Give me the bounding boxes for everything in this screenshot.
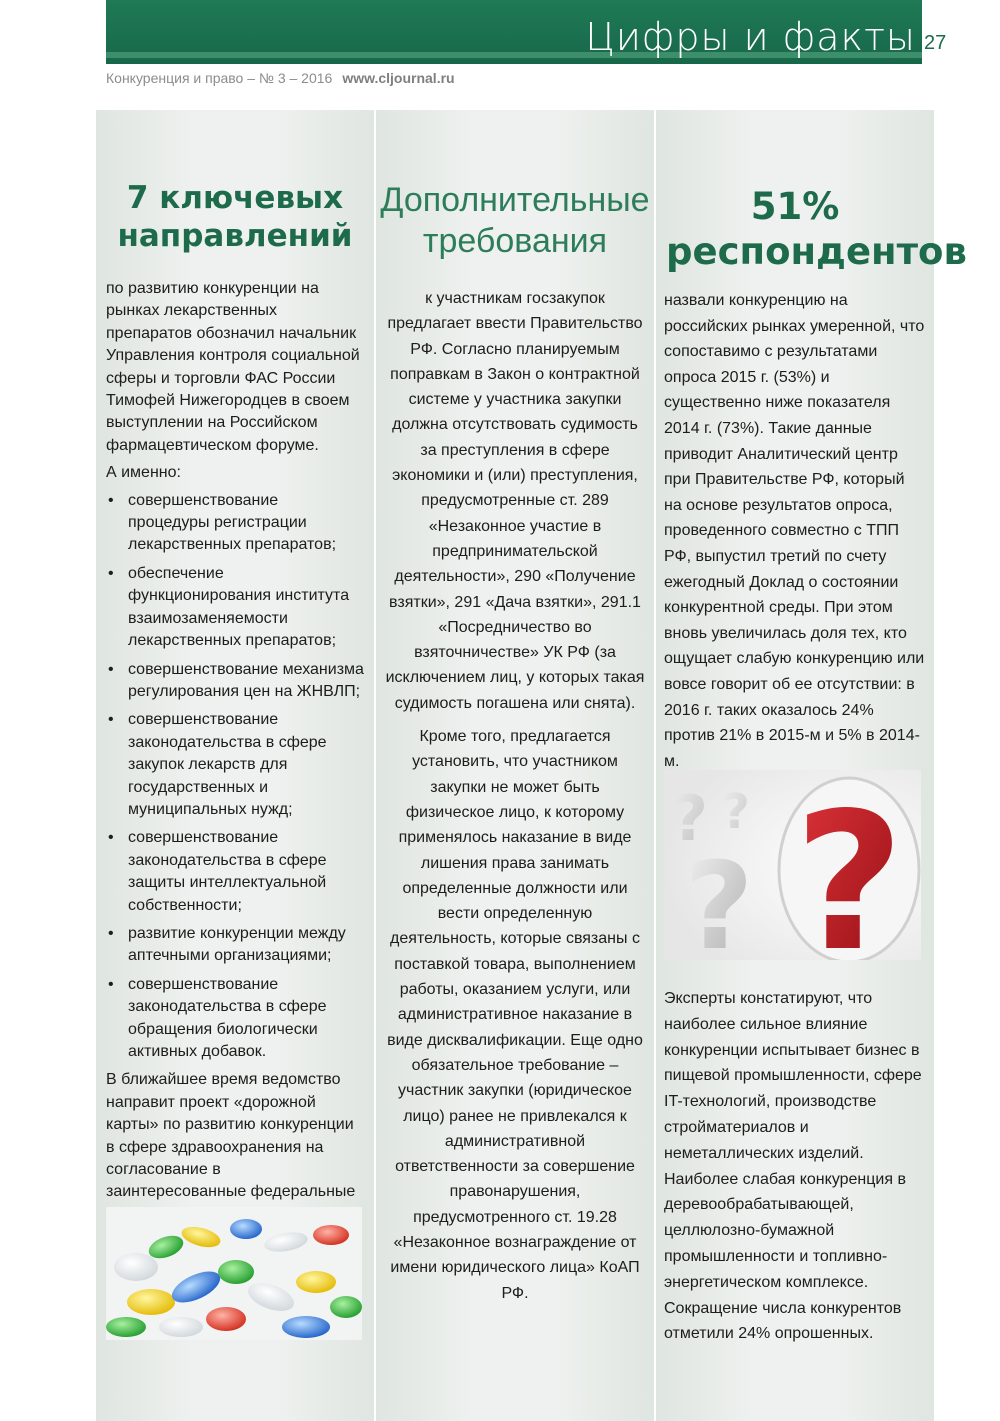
- column-2-paragraph-1: к участникам госзакупок предлагает ввести Правительство РФ. Согласно планируемым поправкам в Закон о контрактной системе у участника закупки должна отсутствовать судимость за преступления в сфере экономики и (или) преступления, предусмотренные ст. 289 «Незаконное участие в предпринимательской деятельности», 290 «Получение взятки», 291 «Дача взятки», 291.1 «Посредничество во взяточничестве» УК РФ (за исключением лиц, у которых такая судимость погашена или снята).: [385, 290, 645, 712]
- column-3-paragraph-2: Эксперты констатируют, что наиболее сильное влияние конкуренции испытывает бизнес в пищевой промышленности, сфере IT-технологий, производстве стройматериалов и неметаллических изделий. Наиболее слабая конкуренция в деревообрабатывающей, целлюлозно-бумажной промышленности и топливно-энергетическом комплексе. Сокращение числа конкурентов отметили 24% опрошенных.: [664, 990, 922, 1343]
- column-3-body-bottom: [664, 986, 926, 1352]
- column-2-body: [384, 286, 646, 1311]
- journal-url[interactable]: www.cljournal.ru: [342, 70, 455, 86]
- journal-line: [106, 70, 455, 86]
- list-item: • совершенствование процедуры регистрации лекарственных препаратов;: [106, 490, 364, 557]
- svg-text:?: ?: [722, 784, 750, 840]
- column-2-headline: Дополнительные требования: [380, 181, 650, 261]
- pills-photo: [106, 1207, 362, 1340]
- column-3-paragraph-1: назвали конкуренцию на российских рынках умеренной, что сопоставимо с результатами опроса 2015 г. (53%) и существенно ниже показателя 2014 г. (73%). Такие данные приводит Аналитический центр при Правительстве РФ, который на основе результатов опроса, проведенного совместно с ТПП РФ, выпустил третий по счету ежегодный Доклад о состоянии конкурентной среды. При этом вновь увеличилась доля тех, кто ощущает слабую конкуренцию или вовсе говорит об ее отсутствии: в 2016 г. таких оказалось 24% против 21% в 2015-м и 5% в 2014-м.: [664, 292, 925, 770]
- column-1-outro: В ближайшее время ведомство направит проект «дорожной карты» по развитию конкуренции в сфере здравоохранения на согласование в заинтересованные федеральные: [106, 1071, 356, 1201]
- directions-list: [106, 490, 364, 1064]
- list-item: • совершенствование механизма регулирования цен на ЖНВЛП;: [106, 659, 364, 704]
- column-3-body-top: [664, 288, 926, 779]
- headline-percent: 51%: [750, 185, 840, 228]
- list-item: • развитие конкуренции между аптечными организациями;: [106, 923, 364, 968]
- section-title: Цифры и факты: [585, 15, 916, 59]
- question-marks-illustration: [664, 770, 921, 960]
- journal-issue: Конкуренция и право – № 3 – 2016: [106, 70, 333, 86]
- column-1-intro: по развитию конкуренции на рынках лекарственных препаратов обозначил начальник Управления контроля социальной сферы и торговли ФАС России Тимофей Нижегородцев в своем выступлении на Российском фармацевтическом форуме.: [106, 280, 360, 454]
- svg-text:?: ?: [794, 772, 905, 960]
- column-1-body: [106, 278, 364, 1231]
- svg-text:?: ?: [672, 782, 708, 855]
- column-1-headline: 7 ключевых направлений: [117, 180, 353, 254]
- list-item: • совершенствование законодательства в сфере обращения биологически активных добавок.: [106, 974, 364, 1064]
- question-marks-photo: [664, 770, 921, 960]
- column-1-lead: А именно:: [106, 464, 181, 482]
- svg-text:?: ?: [684, 838, 754, 960]
- pills-illustration: [106, 1207, 362, 1340]
- column-2-paragraph-2: Кроме того, предлагается установить, что участником закупки не может быть физическое лицо, к которому применялось наказание в виде лишения права занимать определенные должности или вести определенную деятельность, которые связаны с поставкой товара, выполнением работы, оказанием услуги, или административное наказание в виде дисквалификации. Еще одно обязательное требование – участник закупки (юридическое лицо) ранее не привлекался к административной ответственности за совершение правонарушения, предусмотренного ст. 19.28 «Незаконное вознаграждение от имени юридического лица» КоАП РФ.: [387, 728, 643, 1302]
- page-number: 27: [924, 32, 947, 54]
- list-item: • совершенствование законодательства в сфере защиты интеллектуальной собственности;: [106, 827, 364, 917]
- headline-word: респондентов: [666, 230, 967, 274]
- column-respondents: [656, 110, 967, 1421]
- list-item: • совершенствование законодательства в сфере закупок лекарств для государственных и муниципальных нужд;: [106, 709, 364, 821]
- column-3-headline: [666, 184, 967, 274]
- list-item: • обеспечение функционирования института взаимозаменяемости лекарственных препаратов;: [106, 563, 364, 653]
- column-additional-requirements: [376, 110, 654, 1421]
